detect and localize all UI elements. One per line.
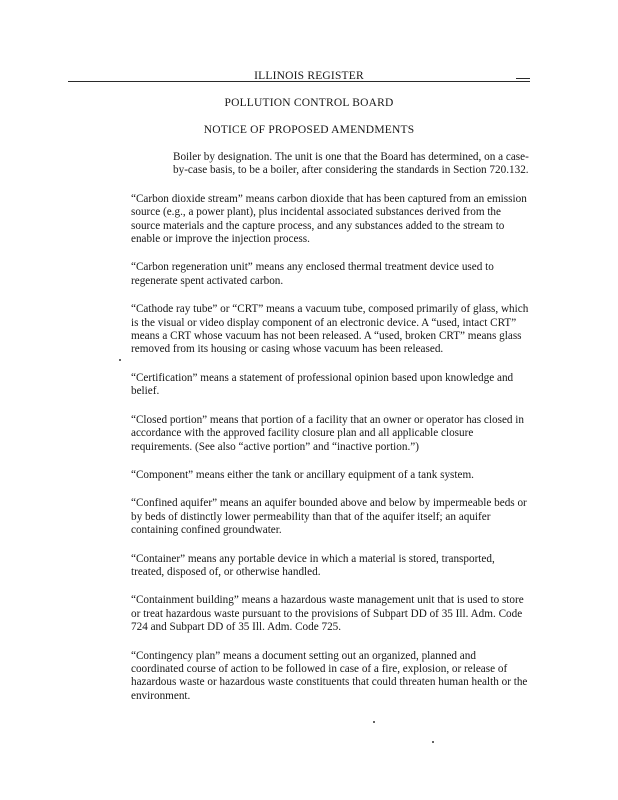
- paragraph-cathode-ray-tube: “Cathode ray tube” or “CRT” means a vacuum tube, composed primarily of glass, which is the visual or video display component of an electronic device. A “used, intact CRT” means a CRT whose vacuum has not been released. A “used, broken CRT” means glass removed from its housing or casing whose vacuum has been released.: [131, 303, 529, 356]
- paragraph-contingency-plan: “Contingency plan” means a document setting out an organized, planned and coordinated course of action to be followed in case of a fire, explosion, or release of hazardous waste or hazardous waste constituents that could threaten human health or the environment.: [131, 649, 528, 702]
- scan-speck: [119, 359, 121, 361]
- paragraph-certification: “Certification” means a statement of professional opinion based upon knowledge and belief.: [131, 371, 514, 398]
- board-title: POLLUTION CONTROL BOARD: [224, 97, 394, 109]
- paragraph-confined-aquifer: “Confined aquifer” means an aquifer bounded above and below by impermeable beds or by beds of distinctly lower permeability than that of the aquifer itself; an aquifer containing confined groundwater.: [131, 497, 527, 537]
- paragraph-carbon-dioxide-stream: “Carbon dioxide stream” means carbon dioxide that has been captured from an emission source (e.g., a power plant), plus incidental associated substances derived from the source materials and the capture process, and any substances added to the stream to enable or improve the injection process.: [131, 192, 527, 246]
- scan-speck: [432, 741, 434, 743]
- document-body: [131, 151, 529, 718]
- paragraph-carbon-regeneration-unit: “Carbon regeneration unit” means any enclosed thermal treatment device used to regenerate spent activated carbon.: [131, 261, 494, 287]
- scan-speck: [373, 721, 375, 723]
- paragraph-containment-building: “Containment building” means a hazardous waste management unit that is used to store or treat hazardous waste pursuant to the provisions of Subpart DD of 35 Ill. Adm. Code 724 and Subpart DD of 35 Ill. Adm. Code 725.: [131, 594, 524, 634]
- paragraph-closed-portion: “Closed portion” means that portion of a facility that an owner or operator has closed in accordance with the approved facility closure plan and all applicable closure requirements. (See also “active portion” and “inactive portion.”): [131, 413, 524, 453]
- paragraph-container: “Container” means any portable device in which a material is stored, transported, treated, disposed of, or otherwise handled.: [131, 552, 495, 578]
- register-title: ILLINOIS REGISTER: [254, 70, 364, 82]
- paragraph-component: “Component” means either the tank or ancillary equipment of a tank system.: [131, 468, 474, 481]
- notice-title: NOTICE OF PROPOSED AMENDMENTS: [203, 124, 415, 136]
- paragraph-boiler-designation: Boiler by designation. The unit is one that the Board has determined, on a case-by-case basis, to be a boiler, after considering the standards in Section 720.132.: [173, 151, 529, 177]
